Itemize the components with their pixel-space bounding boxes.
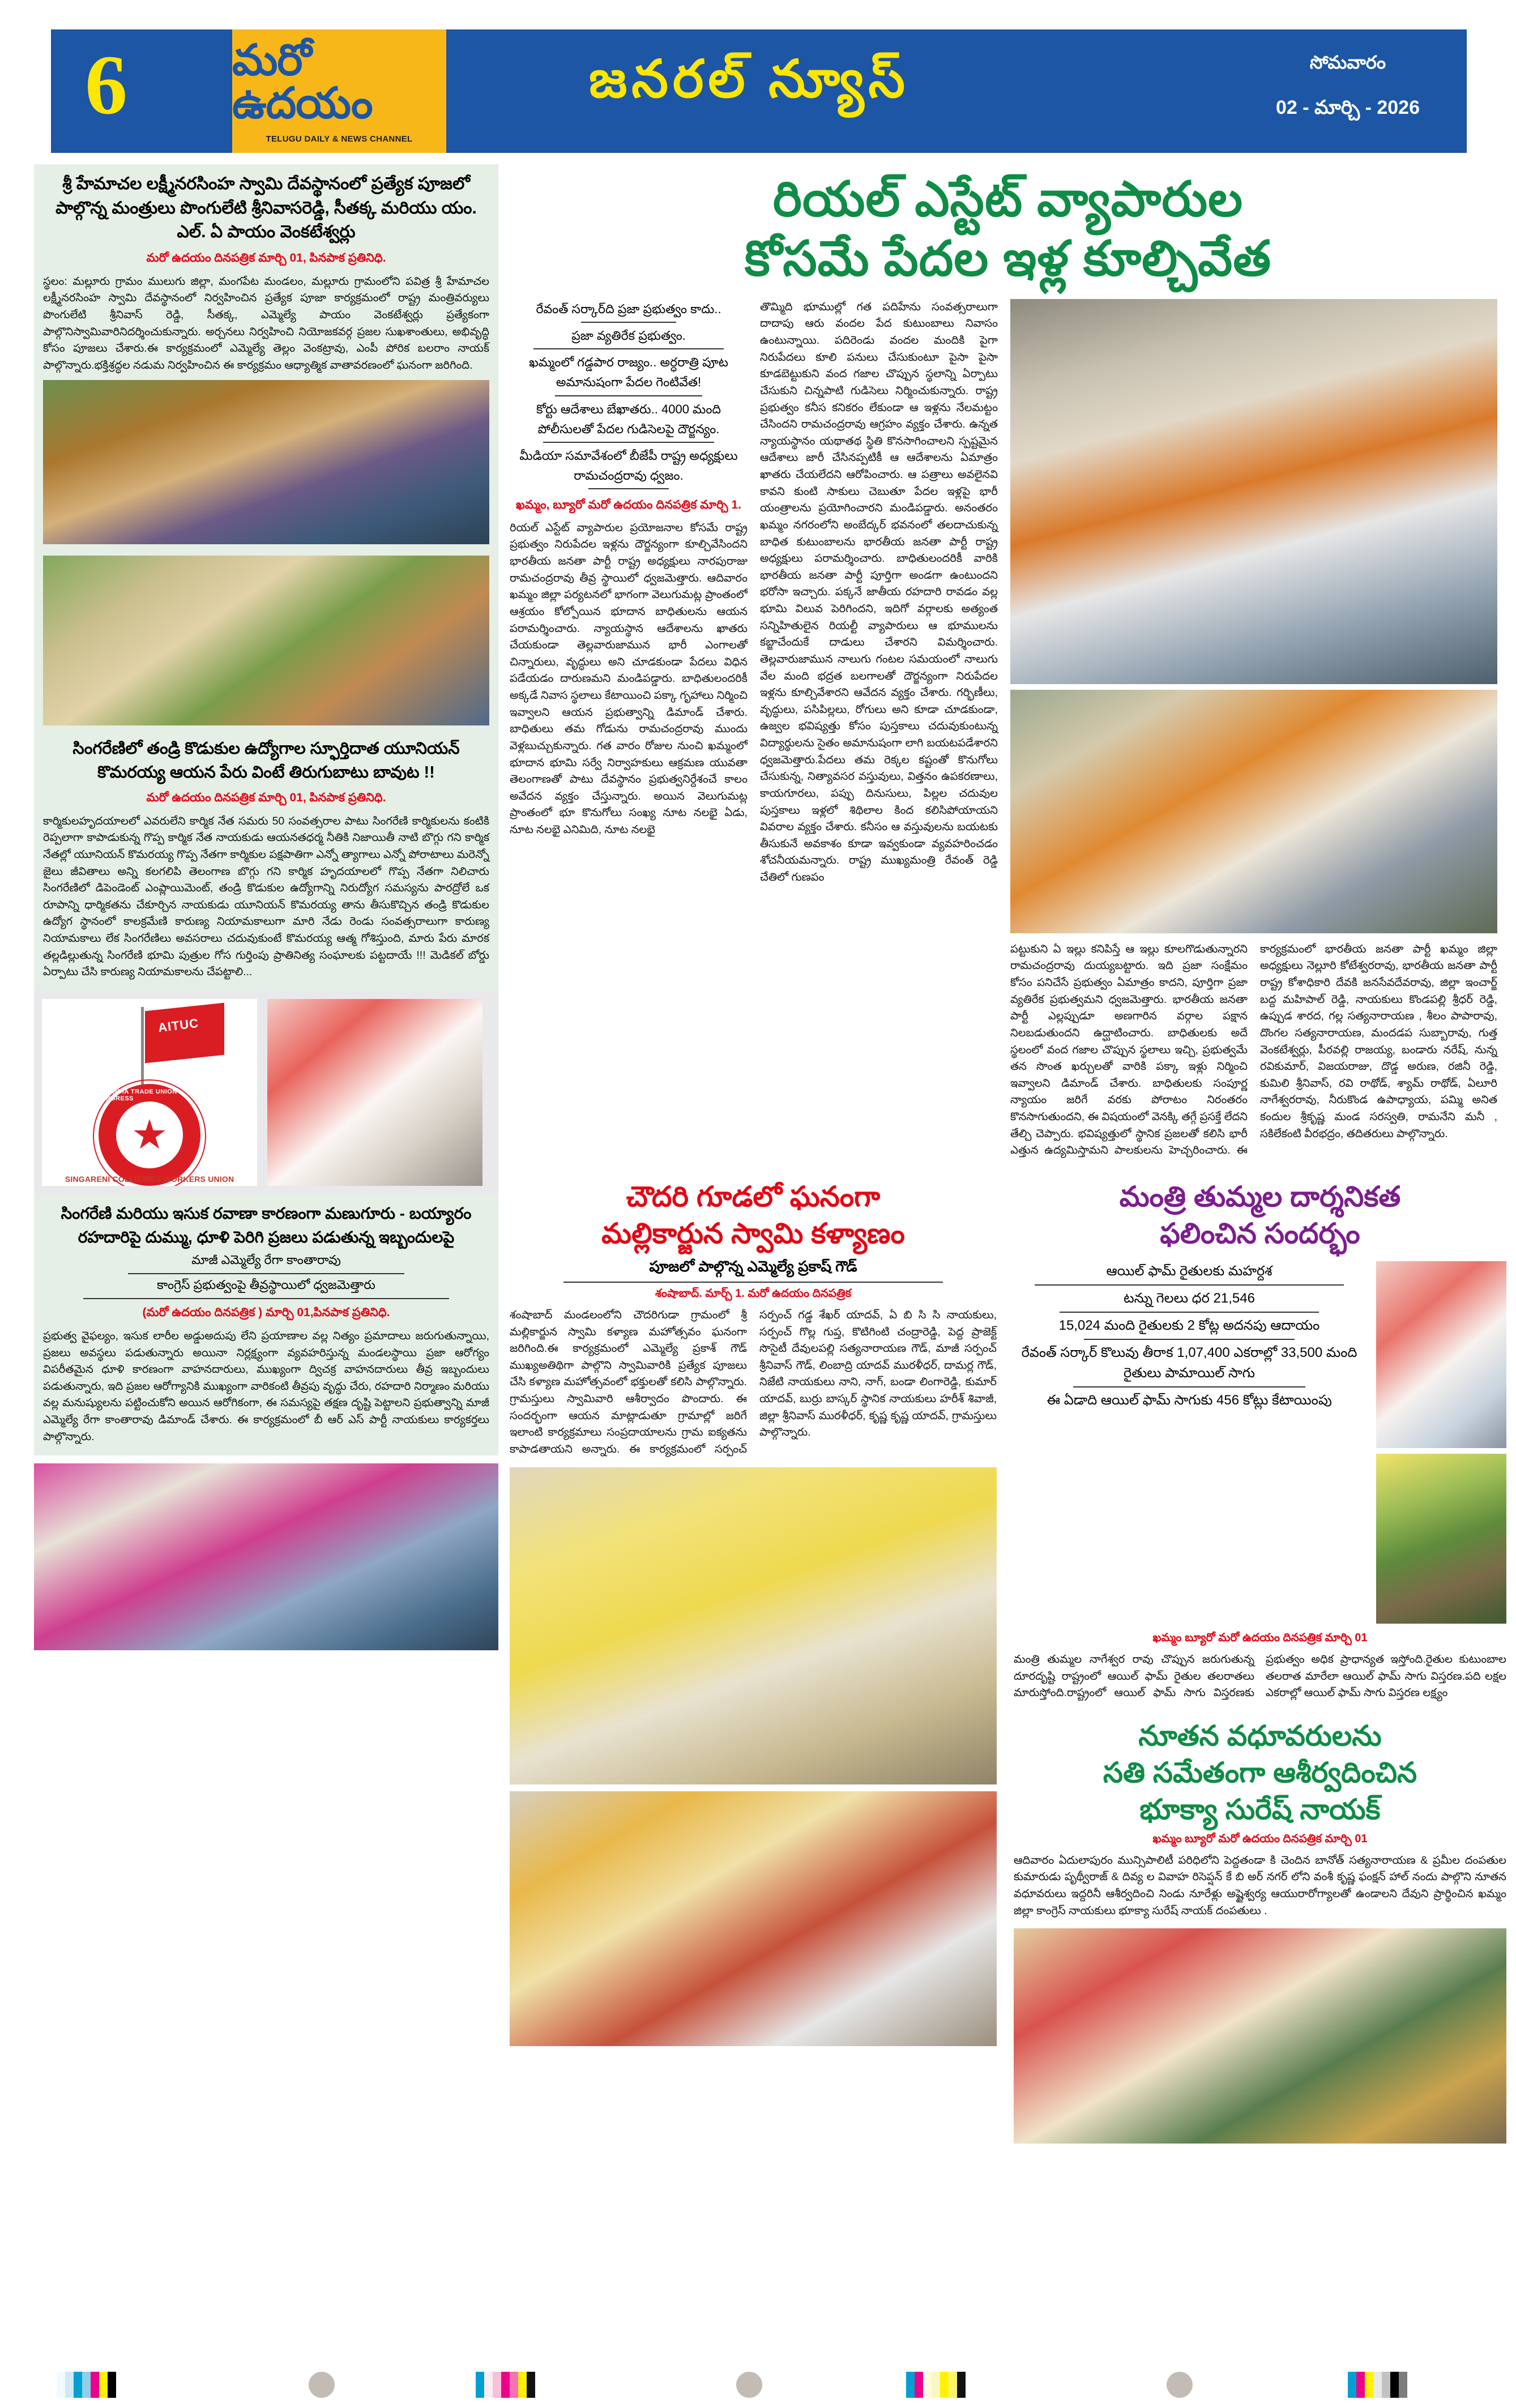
- temple-procession-photo: [43, 380, 489, 544]
- red-star-icon: ★: [131, 1112, 168, 1158]
- deck-line-1: ప్రజా వ్యతిరేక ప్రభుత్వం.: [571, 328, 686, 343]
- divider-2: [83, 1298, 449, 1299]
- swatch: [923, 2372, 932, 2398]
- minister-fact-1: టన్ను గెలలు ధర 21,546: [1124, 1290, 1255, 1306]
- blessing-headline-line3: భూక్యా సురేష్ నాయక్: [1139, 1793, 1381, 1825]
- minister-fact-0: ఆయిల్ ఫామ్ రైతులకు మహర్దశ: [1106, 1263, 1272, 1279]
- main-body-col3: పట్టుకుని ఏ ఇల్లు కనిపిస్తే ఆ ఇల్లు కూలగొడుతున్నారని రామచంద్రరావు దుయ్యబట్టారు. ఇది ప్రజా సంక్షేమం కోసం పనిచేసే ప్రభుత్వం ఏమాత్రం కాదని, పూర్తిగా ప్రజా వ్యతిరేక ప్రభుత్వమని ధ్వజమెత్తారు. భారతీయ జనతా పార్టీ ఎల్లప్పుడూ అణగారిన వర్గాల పక్షాన నిలబడుతుందని ఉద్ఘాటించారు. బాధితులకు అదే స్థలంలో వంద గజాల చొప్పున స్థలాలు ఇచ్చి, ప్రభుత్వమే తన సొంత ఖర్చులతో వారికి పక్కా ఇళ్లు నిర్మించి ఇవ్వాలని డిమాండ్ చేశారు. బాధితులకు సంపూర్ణ న్యాయం జరిగే వరకు పోరాటం నిరంతరం కొనసాగుతుందని, ఈ విషయంలో వెనక్కి తగ్గే ప్రసక్తే లేదని తేల్చి చెప్పారు. భవిష్యత్తులో స్థానిక ప్రజలతో కలిసి భారీ ఎత్తున ఉద్యమిస్తామని పాలకులను హెచ్చరించారు. ఈ కార్యక్రమంలో భారతీయ జనతా పార్టీ ఖమ్మం జిల్లా అధ్యక్షులు నెల్లూరి కోటేశ్వరరావు, భారతీయ జనతా పార్టీ రాష్ట్ర కోశాధికారి దేవకి జనసేవదేవరావు, జిల్లా ఇంచార్జ్ బద్ద మహిపాల్ రెడ్డి, నాయకులు కొండపల్లి శ్రీధర్ రెడ్డి, ఉప్పుడ శారద, గల్ల సత్యనారాయణ , శీలం పాపారావు, దొంగల సత్యనారాయణ, మందడప సుబ్బారావు, గుత్త వెంకటేశ్వర్లు, పీరవల్లి రాజయ్య, బండారు నరేష్, నున్న రవికుమార్, విజయరాజు, దొడ్డ అరుణ, రజినీ రెడ్డి, కుమిలి శ్రీనివాస్, రవి రాథోడ్, శ్యామ్ రాథోడ్, ఏలూరి నాగేశ్వరరావు, నీరుకొండ ఉపాధ్యాయ, పమ్మి అనిత కందుల శ్రీకృష్ణ మండ సరస్వతి, రామనేని మనీ , సకిలేకంటి వీరభద్రం, తదితరులు పాల్గొన్నారు.: [1010, 942, 1497, 1157]
- main-headline-line1: రియల్ ఎస్టేట్ వ్యాపారుల: [772, 172, 1244, 227]
- swatch: [65, 2372, 74, 2398]
- minister-credit: ఖమ్మం బ్యూరో మరో ఉదయం దినపత్రిక మార్చి 01: [1152, 1631, 1368, 1644]
- main-body-col2: తొమ్మిది భూముల్లో గత పదిహేను సంవత్సరాలుగా దాదాపు ఆరు వందల పేద కుటుంబాలు నివాసం ఉంటున్నాయి. పదిరెండు వందల మందికి పైగా నిరుపేదలు కూలి పనులు చేసుకుంటూ పైసా పైసా కూడబెట్టుకుని వంద గజాల చొప్పున స్థలాన్ని ఏర్పాటు చేసుకుని చిన్నపాటి గుడిసెలు నిర్మించుకున్నారు. రాష్ట్ర ప్రభుత్వం కనీస కనికరం లేకుండా ఆ ఇళ్లను నేలమట్టం చేసిందని రామచంద్రరావు ఆగ్రహం వ్యక్తం చేశారు. ఉన్నత న్యాయస్థానం యథాతథ స్థితి కొనసాగించాలని స్పష్టమైన ఆదేశాలు జారీ చేసినప్పటికీ ఆ ఆదేశాలను ఏమాత్రం ఖాతరు చేయలేదని ఆరోపించారు. ఆ పత్రాలు అవలైనవి కావని కుంటి సాకులు చెబుతూ పేదల ఇళ్లపై భారీ యంత్రాలను ప్రయోగించారని మండిపడ్డారు. అనంతరం ఖమ్మం నగరంలోని అంబేద్కర్ భవనంలో తలదాచుకున్న బాధిత కుటుంబాలను భారతీయ జనతా పార్టీ రాష్ట్ర అధ్యక్షులు పరామర్శించారు. బాధితులందరికీ వారికి భారతీయ జనతా పార్టీ పూర్తిగా అండగా ఉంటుందని భరోసా ఇచ్చారు. పక్కనే జాతీయ రహదారి రావడం వల్ల భూమి విలువ పెరిగిందని, ఇదిగో వర్గాలకు అత్యంత సన్నిహితులైన రియల్టీ వ్యాపారులు ఆ భూములను కబ్జాచేందుకే దాడులు చేశారని విమర్శించారు. తెల్లవారుజామున నాలుగు గంటల సమయంలో నాలుగు వేల మంది భద్రత బలగాలతో దౌర్జన్యంగా నిరుపేదల ఇళ్లను కూల్చివేశారని ఆవేదన వ్యక్తం చేశారు. గర్భిణీలు, వృద్ధులు, పసిపిల్లలు, రోగులు అని కూడా చూడకుండా, ఉజ్వల భవిష్యత్తు కోసం పుస్తకాలు చదువుకుంటున్న విద్యార్థులను సైతం అమానుషంగా లాగి బయటపడేశారని ధ్వజమెత్తారు.పేదలు తమ రెక్కల కష్టంతో కొనుగోలు చేసుకున్న, నిత్యావసర వస్తువులు, విత్తనం ఉపకరణాలు, కాయగూరలు, పప్పు దినుసులు, పిల్లల చదువుల పుస్తకాలు ఇళ్లలో శిథిలాల కింద కలిసిపోయాయని వివరాల వ్యక్తం చేశారు. కనీసం ఆ వస్తువులను బయటకు తీసుకునే అవకాశం కూడా ఇవ్వకుండా వ్యవహరించడం శోచనీయమన్నారు. రాష్ట్ర ముఖ్యమంత్రి రేవంత్ రెడ్డి చేతిలో గుణపం: [760, 300, 998, 884]
- swatch: [518, 2372, 527, 2398]
- aituc-photo-row: [34, 991, 498, 1194]
- main-content: [510, 170, 1506, 2144]
- wedding-article: [510, 1179, 997, 2144]
- union-credit: మరో ఉదయం దినపత్రిక మార్చి 01, పినపాక ప్రతినిధి.: [146, 791, 386, 804]
- swatch: [1365, 2372, 1373, 2398]
- wedding-photo-1-wrap: [510, 1467, 997, 1784]
- swatch: [1399, 2372, 1407, 2398]
- deck-divider-3: [543, 442, 714, 443]
- swatch: [1373, 2372, 1382, 2398]
- swatch: [915, 2372, 923, 2398]
- union-headline: సింగరేణిలో తండ్రి కొడుకుల ఉద్యోగాల స్ఫూర్తిదాత యూనియన్ కొమరయ్య ఆయన పేరు వింటే తిరుగుబాటు బావుట !!: [72, 739, 460, 782]
- union-body: కార్మికులహృదయాలలో ఎవరులేని కార్మిక నేత సమరు 50 సంవత్సరాల పాటు సింగరేణి కార్మికులను కంటికి రెప్పలాగా కాపాడుకున్న గొప్ప కార్మిక నేత నాయకుడు ఆయనతధర్మ నీతికి నిజాయితీ నాటి బొగ్గు గని కార్మిక నేతల్లో యూనియన్ కొమరయ్య గొప్ప నేతగా కార్మికుల పక్షపాతిగా ఎన్నో త్యాగాలు ఎన్నో పోరాటాలు మరెన్నో జైలు జీవితాలు అన్ని కలగలిపి తెలంగాణ బొగ్గు గని కార్మిక హృదయాలలో గొప్ప నేతగా నిలిచారు సింగరేణిలో డిపెండెంట్ ఎంప్లాయిమెంట్, తండ్రి కొడుకుల ఉద్యోగాన్ని నిరుద్యోగ సమస్యను పారద్రోలే ఒక రూపాన్ని ధార్మికతను చేకూర్చిన నాయకుడు యూనియన్ కొమరయ్య తాను తీసుకొచ్చిన తండ్రి కొడుకుల ఉద్యోగ స్థానంలో కాలక్రమేణి కారుణ్య నియామకాలుగా మారి నేడు రెండు సంవత్సరాలుగా కారుణ్య నియామకాలు లేక సింగరేణిలు అవసరాలు చదువుకుంటే కొమరయ్య ఆత్మ గోశిస్తుంది, మారు పేరు మారక తల్లడిల్లుతున్న సింగరేణి భూమి పుత్రుల గోస గుర్తింపు ప్రాతినిత్య సంఘాలకు పట్టదాయే !!! మెడికల్ బోర్డు ఏర్పాటు చేసి కారుణ్య నియామకాలను చేపట్టాలి...: [43, 814, 489, 979]
- swatch-group-7: [1348, 2372, 1407, 2398]
- swatch-group-1: [57, 2372, 116, 2398]
- deck-line-3: కోర్టు ఆదేశాలు బేఖాతరు.. 4000 మంది పోలీసులతో పేదల గుడిసెలపై దౌర్జన్యం.: [536, 402, 721, 436]
- swatch: [510, 2372, 518, 2398]
- cmyk-registration-bar: [0, 2372, 1516, 2398]
- swatch: [1356, 2372, 1365, 2398]
- lower-section: [510, 1179, 1506, 2144]
- aituc-arc-text: ALL INDIA TRADE UNION CONGRESS: [96, 1088, 177, 1102]
- temple-credit: మరో ఉదయం దినపత్రిక మార్చి 01, పినపాక ప్రతినిధి.: [146, 251, 386, 264]
- sand-road-sub2: కాంగ్రెస్ ప్రభుత్వంపై తీవ్రస్థాయిలో ధ్వజమెత్తారు: [157, 1277, 375, 1292]
- fact-divider-1: [1060, 1312, 1319, 1313]
- red-flag-icon: [145, 1003, 224, 1064]
- temple-lead: శ్రీ హేమాచల లక్ష్మీనరసింహ స్వామి దేవస్థానంలో ప్రత్యేక పూజలో పాల్గొన్న మంత్రులు పొంగులేటి శ్రీనివాసరెడ్డి, సీతక్క మరియు యం. ఎల్. ఏ పాయం వెంకటేశ్వర్లు: [55, 174, 477, 242]
- wedding-headline: [510, 1179, 997, 1252]
- temple-group-photo: [43, 556, 489, 725]
- main-col-b: [760, 299, 998, 1159]
- swatch: [476, 2372, 484, 2398]
- right-lower-column: [1014, 1179, 1506, 2144]
- aituc-caption: SINGARENI COLLIERIES WORKERS UNION: [65, 1174, 234, 1184]
- swatch: [932, 2372, 940, 2398]
- swatch: [1382, 2372, 1390, 2398]
- fact-divider-0: [1035, 1284, 1344, 1286]
- brs-rally-photo: [34, 1463, 498, 1650]
- blessing-headline-line1: నూతన వధూవరులను: [1138, 1719, 1382, 1752]
- blessing-body: ఆదివారం ఏదులాపురం మున్సిపాలిటీ పరిధిలోని పెద్దతండా కి చెందిన బానోత్ సత్యనారాయణ & ప్రమీల దంపతుల కుమారుడు పృథ్వీరాజ్ & దివ్య ల వివాహ రిసెప్షన్ కే బి అర్ నగర్ లోని వంశీ కృష్ణ ఫంక్షన్ హాల్ నందు పాల్గొని నూతన వధూవరులు ఇద్దరినీ ఆశీర్వదించి నిండు నూరేళ్లు అష్టైశ్వర్య ఆయురారోగ్యాలతో ఉండాలని దేవుని ప్రార్థించిన ఖమ్మం జిల్లా కాంగ్రెస్ నాయకులు భూక్యా సురేష్ నాయక్ దంపతులు .: [1014, 1854, 1506, 1917]
- swatch-group-4: [736, 2372, 762, 2398]
- main-headline-line2: కోసమే పేదల ఇళ్ల కూల్చివేత: [744, 231, 1272, 286]
- swatch: [527, 2372, 535, 2398]
- swatch: [74, 2372, 82, 2398]
- sand-road-body: ప్రభుత్వ వైఫల్యం, ఇసుక లారీల అడ్డుఅదుపు లేని ప్రయాణాల వల్ల నిత్యం ప్రమాదాలు జరుగుతున్నాయి, ప్రజలు అవస్థలు పడుతున్నారు అయినా నిర్లక్ష్యంగా వ్యవహరిస్తున్న మండలస్థాయి ప్రజా ఆరోగ్యం విపరీతమైన ధూళి కారణంగా వాహనదారులు, ముఖ్యంగా ద్విచక్ర వాహనదారులు తీవ్ర ఇబ్బందులు పడుతున్నారు, ఇది ప్రజల ఆరోగ్యానికి ముఖ్యంగా వారికంటి తీవ్రపు వృద్ధు చేరు, రహదారి నిర్మాణం మరియు వల్ల మనుష్యులను పట్టించుకోని అయిన ఆరోగికంగా, ఈ సమస్యపై తక్షణ దృష్టి పెట్టాలని ప్రభుత్వాన్ని మాజీ ఎమ్మెల్యే రేగా కాంతారావు డిమాండ్ చేశారు. ఈ కార్యక్రమంలో బీ ఆర్ ఎస్ పార్టీ నాయకులు కార్యకర్తలు పాల్గొన్నారు.: [43, 1329, 489, 1443]
- deck-line-4: మీడియా సమావేశంలో బీజేపీ రాష్ట్ర అధ్యక్షులు రామచంద్రరావు ధ్వజం.: [519, 448, 738, 483]
- logo-tagline: TELUGU DAILY & NEWS CHANNEL: [266, 134, 413, 144]
- registration-dot: [736, 2372, 762, 2398]
- swatch: [493, 2372, 501, 2398]
- wedding-headline-line2: మల్లికార్జున స్వామి కళ్యాణం: [601, 1217, 905, 1249]
- date-label: 02 - మార్చి - 2026: [1275, 97, 1420, 118]
- oil-palm-crop-photo: [1376, 1454, 1506, 1624]
- temple-photo-2-wrap: [43, 550, 489, 731]
- minister-headline-line2: ఫలించిన సందర్భం: [1160, 1217, 1360, 1249]
- aituc-logo: [42, 999, 257, 1186]
- swatch: [957, 2372, 966, 2398]
- minister-photos: [1376, 1261, 1506, 1624]
- swatch: [949, 2372, 957, 2398]
- main-deck: [510, 299, 748, 490]
- deck-divider-1: [533, 348, 724, 349]
- page-number: 6: [85, 38, 127, 132]
- swatch: [1390, 2372, 1399, 2398]
- main-body-col1: రియల్ ఎస్టేట్ వ్యాపారుల ప్రయోజనాల కోసమే రాష్ట్ర ప్రభుత్వం నిరుపేదల ఇళ్లను దౌర్జన్యంగా కూల్చివేసిందని భారతీయ జనతా పార్టీ రాష్ట్ర అధ్యక్షులు నారపురాజు రామచంద్రరావు తీవ్ర స్థాయిలో ధ్వజమెత్తారు. ఆదివారం ఖమ్మం జిల్లా పర్యటనలో భాగంగా వెలుగుమట్ల ప్రాంతంలో ఆశ్రయం కోల్పోయిన భూదాన బాధితులను ఆయన పరామర్శించారు. న్యాయస్థాన ఆదేశాలను ఖాతరు చేయకుండా తెల్లవారుజామున భారీ ఎంగాలతో చిన్నారులు, వృద్ధులు అని చూడకుండా పేదలు విధిన పడేయడం దారుణమని మండిపడ్డారు. బాధితులందరికీ అక్కడే నివాస స్థలాలు కేటాయించి పక్కా గృహాలు నిర్మించి ఇవ్వాలని ఆయన ప్రభుత్వాన్ని డిమాండ్ చేశారు. బాధితులు తమ గోడును రామచంద్రరావు ముందు వెళ్లబుచ్చుకున్నారు. గత వారం రోజుల నుంచి ఖమ్మంలో భూదాన భూమి సర్వే నిర్వాహకులు ఆక్రమణ యువతా తెలంగాణతో పాటు దేవస్థానం ప్రభుత్వనిర్దేశంచే కాలం అవేదన వ్యక్తం చేస్తున్నారు. అయిన వెలుగుమట్ల ప్రాంతంలో భూ కొనుగోలు సంఖ్య నూట నలభై ఏడు, నూట నలభై ఎనిమిది, నూట నలభై: [510, 521, 748, 836]
- wedding-body: శంషాబాద్ మండలంలోని చౌదరిగుడా గ్రామంలో శ్రీ మల్లికార్జున స్వామి కళ్యాణ మహోత్సవం ఘనంగా జరిగింది.ఈ కార్యక్రమంలో ఎమ్మెల్యే ప్రకాశ్ గౌడ్ ముఖ్యఅతిథిగా పాల్గొని స్వామివారికి ప్రత్యేక పూజలు చేసి కళ్యాణ మహోత్సవంలో భక్తులతో కలిసి పాల్గొన్నారు. గ్రామస్తులు స్వామివారి ఆశీర్వాదం పొందారు. ఈ సందర్భంగా ఆయన మాట్లాడుతూ గ్రామాల్లో జరిగే ఇలాంటి కార్యక్రమాలు సంప్రదాయాలను గ్రామ ఐక్యతను కాపాడతాయని అన్నారు. ఈ కార్యక్రమంలో సర్పంచ్ సర్పంచ్ గడ్డ శేఖర్ యాదవ్, ఏ బి సి సి నాయకులు, సర్పంచ్ గొల్ల గుప్త, కొటిగింటి చంద్రారెడ్డి, పెద్ద ప్రాజెక్ట్ సొసైటీ దేవులపల్లి సత్యనారాయణ గౌడ్, మాజీ సర్పంచ్ శ్రీనివాస్ గౌడ్, లింబాద్రి యాదవ్ మురళీధర్, దామర్ల గౌడ్, నిజేటి నాయకులు నాని, నాగ్, బండా లింగారెడ్డి, కుమార్ యాదవ్, బుర్రు బాస్కర్ స్థానిక నాయకులు హరీశ్ శివాజీ, జిల్లా శ్రీనివాస్ మురళీధర్, కృష్ణ కృష్ణ యాదవ్, గ్రామస్తులు పాల్గొన్నారు.: [510, 1308, 997, 1455]
- deck-divider-4: [588, 488, 669, 489]
- deck-divider-2: [555, 395, 702, 396]
- minister-portrait-photo: [1376, 1261, 1506, 1448]
- left-column: [34, 164, 498, 1650]
- aituc-flag-label: AITUC: [157, 1015, 200, 1035]
- swatch: [501, 2372, 510, 2398]
- main-story-columns: [510, 299, 1506, 1159]
- aituc-inner-circle: [116, 1101, 183, 1168]
- logo-title: మరో ఉదయం: [232, 36, 373, 127]
- wedding-credit: శంషాబాద్. మార్చ్ 1. మరో ఉదయం దినపత్రిక: [655, 1287, 852, 1300]
- minister-headline-line1: మంత్రి తుమ్మల దార్శనికత: [1119, 1180, 1401, 1212]
- temple-photo-1-wrap: [43, 374, 489, 550]
- minister-facts: [1014, 1261, 1365, 1624]
- blessing-credit: ఖమ్మం బ్యూరో మరో ఉదయం దినపత్రిక మార్చి 01: [1152, 1832, 1368, 1845]
- wedding-procession-photo: [510, 1467, 997, 1784]
- swatch: [940, 2372, 949, 2398]
- bjp-leaders-photo: [1010, 299, 1497, 684]
- main-credit: ఖమ్మం, బ్యూరో మరో ఉదయం దినపత్రిక మార్చి 1.: [516, 498, 741, 512]
- swatch-group-3: [476, 2372, 535, 2398]
- temple-body: స్థలం: మల్లూరు గ్రామం ములుగు జిల్లా, మంగపేట మండలం, మల్లూరు గ్రామంలోని పవిత్ర శ్రీ హేమాచల లక్ష్మీనరసింహ స్వామి దేవస్థానంలో నిర్వహించిన ప్రత్యేక పూజా కార్యక్రమంలో రాష్ట్ర మంత్రివర్యులు పొంగులేటి శ్రీనివాస్ రెడ్డి, సీతక్క, ఎమ్మెల్యే పాయం వెంకటేశ్వర్లు ప్రత్యేకంగా పాల్గొనిస్వామివారినిదర్శించుకున్నారు. అర్చనలు నిర్వహించి నియోజకవర్గ ప్రజల సుఖశాంతులు, అభివృద్ధి కోసం పూజలు చేశారు.ఈ కార్యక్రమంలో ఎమ్మెల్యే తెల్లం వెంకట్రావు, ఎంపీ పోరిక బలరాం నాయక్ పాల్గొన్నారు.భక్తిశ్రద్ధల నడుమ నిర్వహించిన ఈ కార్యక్రమం ఆధ్యాత్మిక వాతావరణంలో ఘనంగా జరిగింది.: [43, 275, 489, 372]
- minister-facts-row: [1014, 1261, 1506, 1624]
- temple-ceremony-photo: [510, 1791, 997, 2046]
- wedding-divider: [563, 1282, 943, 1283]
- komaraiah-portrait-photo: [267, 999, 482, 1186]
- registration-dot: [309, 2372, 335, 2398]
- swatch-group-5: [906, 2372, 966, 2398]
- minister-headline: [1014, 1179, 1506, 1252]
- divider-1: [128, 1273, 405, 1274]
- deck-line-2: ఖమ్మంలో గడ్డపార రాజ్యం.. అర్ధరాత్రి పూట అమానుషంగా పేదల గెంటివేత!: [529, 355, 728, 390]
- deck-line-0: రేవంత్ సర్కార్‌ది ప్రజా ప్రభుత్వం కాదు..: [536, 301, 721, 316]
- wedding-subhead: పూజలో పాల్గొన్న ఎమ్మెల్యే ప్రకాష్ గౌడ్: [649, 1257, 857, 1275]
- blessing-headline-line2: సతి సమేతంగా ఆశీర్వదించిన: [1103, 1756, 1417, 1788]
- swatch: [906, 2372, 915, 2398]
- masthead-date: [1276, 52, 1420, 123]
- blessing-photo-wrap: [1014, 1928, 1506, 2144]
- main-headline: [510, 170, 1506, 289]
- minister-fact-3: రేవంత్ సర్కార్ కొలువు తీరాక 1,07,400 ఎకరాల్లో 33,500 మంది రైతులు పామాయిల్ సాగు: [1021, 1344, 1357, 1381]
- section-title: జనరల్ న్యూస్: [589, 50, 909, 108]
- main-col-c: [1010, 299, 1497, 1159]
- sand-road-article: [34, 1194, 498, 1455]
- demolition-site-photo: [1010, 690, 1497, 933]
- swatch: [108, 2372, 116, 2398]
- main-col-a: [510, 299, 748, 1159]
- sand-road-headline: సింగరేణి మరియు ఇసుక రవాణా కారణంగా మణుగూరు - బయ్యారం రహదారిపై దుమ్ము, ధూళి పెరిగి ప్రజలు పడుతున్న ఇబ్బందులపై: [61, 1204, 472, 1246]
- swatch-group-2: [309, 2372, 335, 2398]
- swatch-group-6: [1167, 2372, 1193, 2398]
- minister-body: మంత్రి తుమ్మల నాగేశ్వర రావు చొప్పున జరుగుతున్న దూరదృష్టి రాష్ట్రంలో ఆయిల్ ఫామ్ రైతుల తలరాతలు మారుస్తోంది.రాష్ట్రంలో ఆయిల్ ఫామ్ సాగు విస్తరణకు ప్రభుత్వం అధిక ప్రాధాన్యత ఇస్తోంది.రైతుల కుటుంబాల తలరాత మారేలా ఆయిల్ ఫామ్ సాగు విస్తరణ.పది లక్షల ఎకరాల్లో ఆయిల్ ఫామ్ సాగు విస్తరణ లక్ష్యం: [1014, 1653, 1506, 1700]
- rally-photo-wrap: [34, 1455, 498, 1650]
- temple-article: [34, 164, 498, 991]
- swatch: [99, 2372, 108, 2398]
- swatch: [91, 2372, 99, 2398]
- weekday-label: సోమవారం: [1309, 52, 1386, 72]
- newspaper-logo: [232, 29, 446, 153]
- sand-road-sub1: మాజీ ఎమ్మెల్యే రేగా కాంతారావు: [191, 1252, 341, 1267]
- wedding-photo-2-wrap: [510, 1791, 997, 2046]
- blessing-headline: [1014, 1718, 1506, 1828]
- swatch: [57, 2372, 65, 2398]
- minister-fact-2: 15,024 మంది రైతులకు 2 కోట్ల అదనపు ఆదాయం: [1058, 1317, 1320, 1333]
- minister-fact-4: ఈ ఏడాది ఆయిల్ ఫామ్ సాగుకు 456 కోట్లు కేటాయింపు: [1047, 1392, 1332, 1408]
- swatch: [484, 2372, 493, 2398]
- fact-divider-2: [1084, 1339, 1295, 1340]
- reception-photo: [1014, 1928, 1506, 2144]
- sand-road-credit: (మరో ఉదయం దినపత్రిక ) మార్చి 01,పినపాక ప్రతినిధి.: [142, 1305, 390, 1319]
- fact-divider-3: [1073, 1386, 1305, 1387]
- swatch: [82, 2372, 91, 2398]
- deck-divider-0: [581, 322, 676, 323]
- registration-dot: [1167, 2372, 1193, 2398]
- wedding-headline-line1: చౌదరి గూడలో ఘనంగా: [626, 1180, 881, 1212]
- swatch: [1348, 2372, 1356, 2398]
